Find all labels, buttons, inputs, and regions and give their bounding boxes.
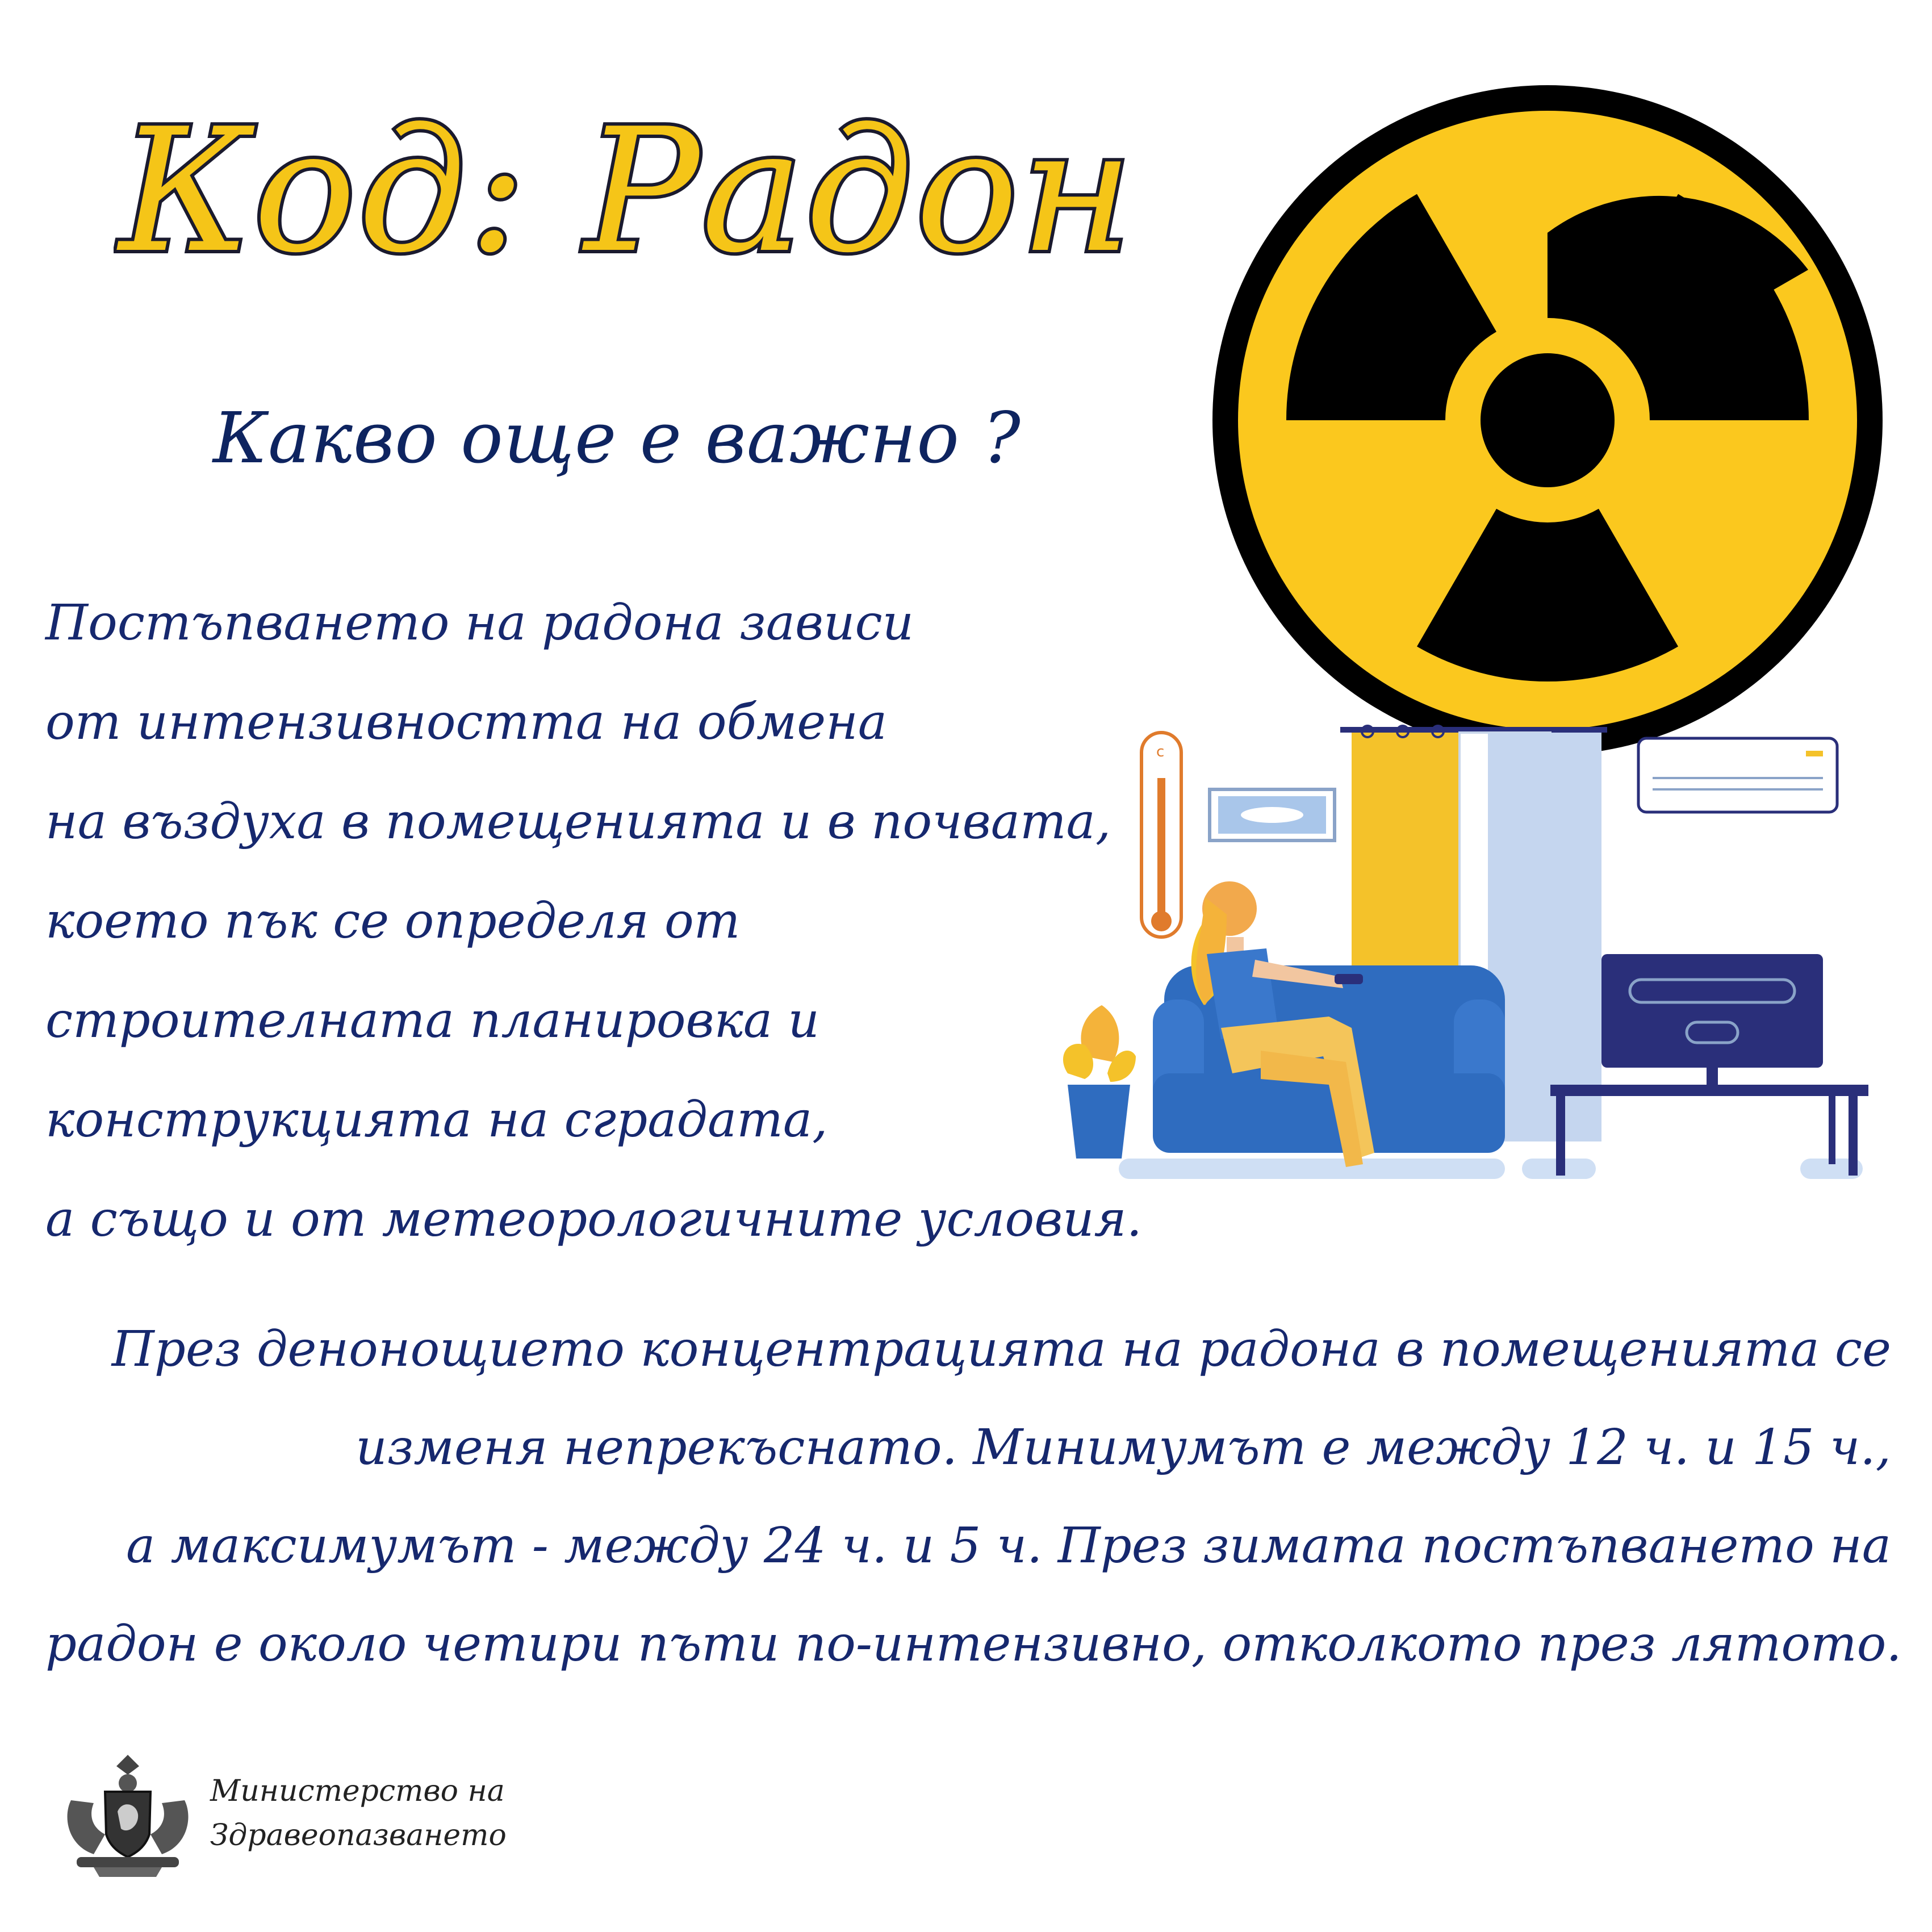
paragraph-line: което пък се определя от [45,893,741,950]
tv-icon [1601,954,1823,1085]
paragraph-line: на въздуха в помещенията и в почвата, [45,793,1111,850]
potted-plant-icon [1063,1005,1136,1159]
living-room-illustration [1056,710,1885,1221]
paragraph-line: конструкцията на сградата, [45,1092,828,1148]
ministry-name [210,1769,507,1858]
air-conditioner-icon [1638,738,1837,812]
paragraph-daily-variation [45,1300,1902,1693]
svg-text:c: c [1156,743,1165,760]
paragraph-line: радон е около четири пъти по-интензивно, отколкото през лятото. [45,1616,1902,1672]
paragraph-line: от интензивността на обмена [45,694,888,751]
ministry-line: Министерство на [210,1774,505,1808]
page-title-text: Код: Радон [119,92,1135,290]
ministry-line: Здравеопазването [210,1818,507,1852]
subtitle: Какво още е важно ? [213,398,1021,479]
coat-of-arms-icon [54,1749,202,1880]
paragraph-line: Постъпването на радона зависи [45,595,914,651]
page-title [114,68,1147,307]
picture-frame-icon [1210,789,1335,840]
paragraph-line: През денонощието концентрацията на радона в помещенията се [111,1321,1891,1378]
paragraph-line: строителната планировка и [45,992,819,1049]
paragraph-line: а също и от метеорологичните условия. [45,1191,1142,1248]
paragraph-radon-intake [45,574,1170,1269]
thermometer-icon [1141,733,1181,937]
paragraph-line: изменя непрекъснато. Минимумът е между 12 ч. и 15 ч., [356,1419,1891,1476]
radiation-hazard-icon [1207,80,1888,761]
paragraph-line: а максимумът - между 24 ч. и 5 ч. През зимата постъпването на [126,1517,1891,1574]
